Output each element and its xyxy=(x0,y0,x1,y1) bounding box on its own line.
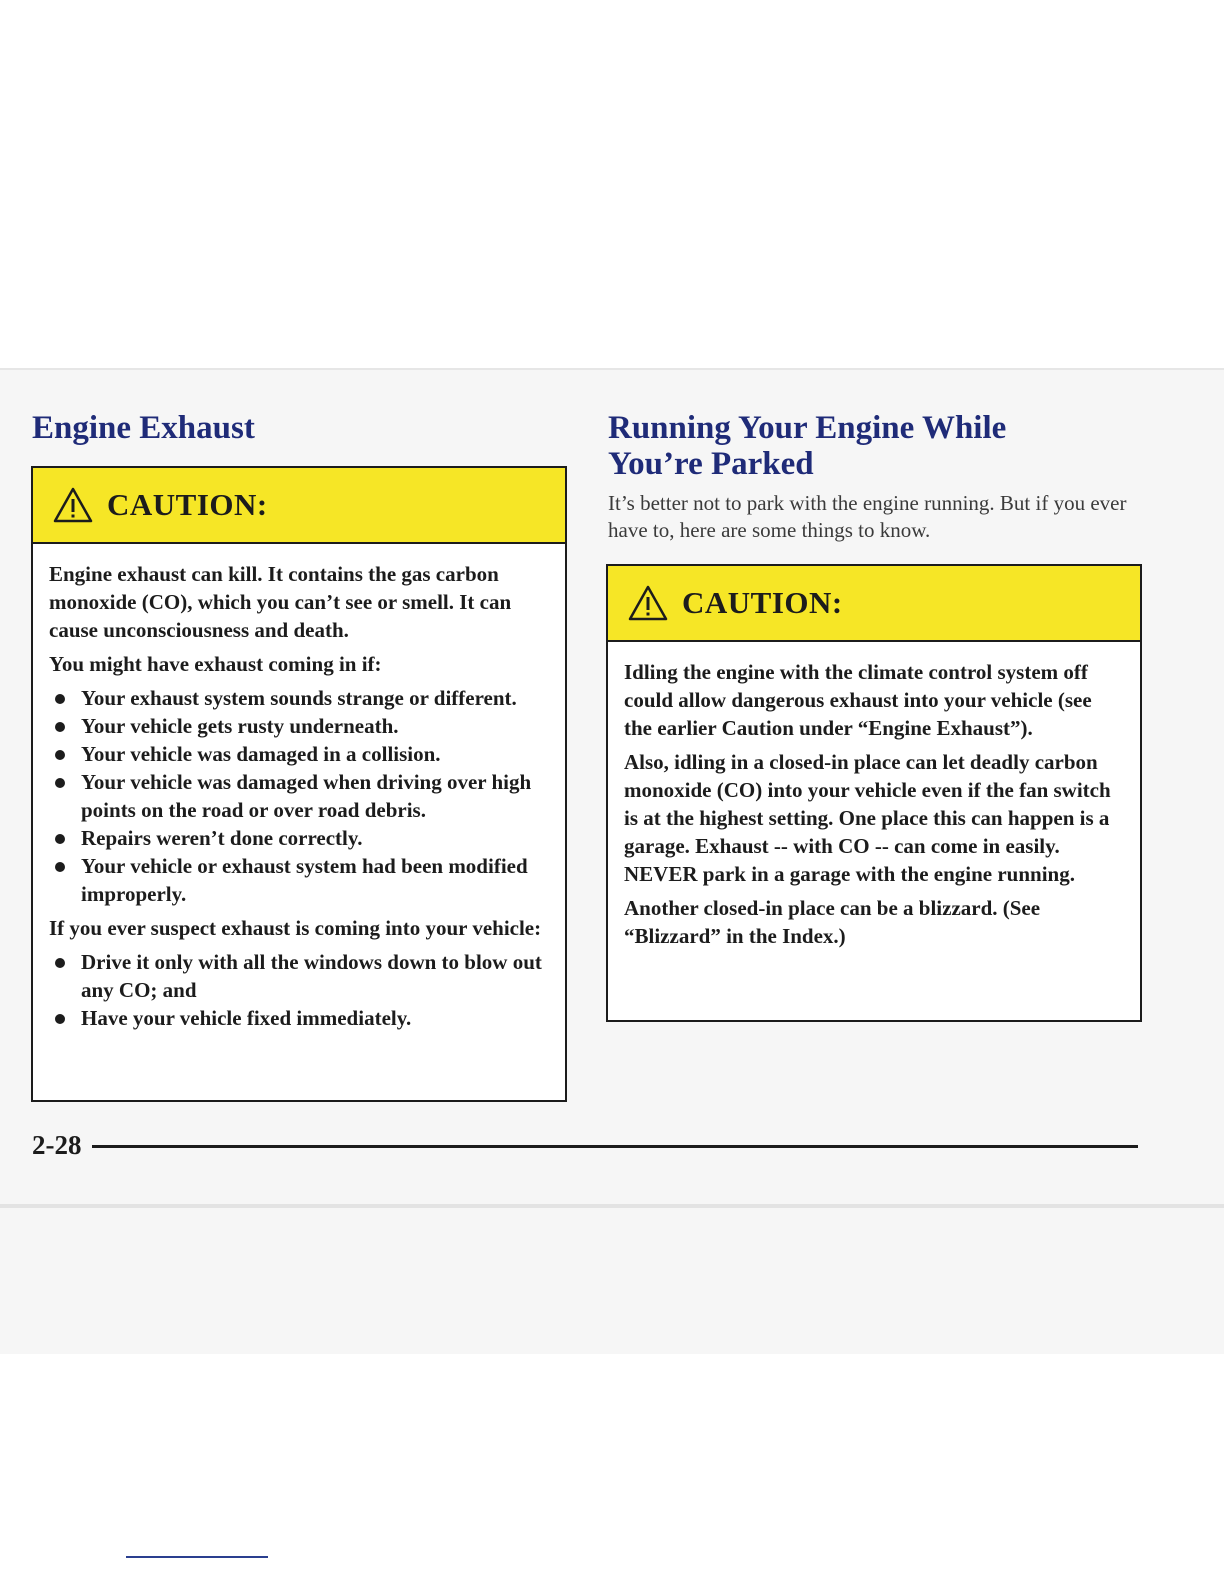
list-item: Have your vehicle fixed immediately. xyxy=(49,1004,549,1032)
caution-header xyxy=(608,566,1140,642)
running-engine-parked-heading xyxy=(608,410,1128,482)
caution-title: CAUTION: xyxy=(107,487,268,522)
caution-paragraph: Engine exhaust can kill. It contains the gas carbon monoxide (CO), which you can’t see or smell. It can cause unconsciousness and death. xyxy=(49,562,512,642)
caution-header xyxy=(33,468,565,544)
caution-paragraph: Another closed-in place can be a blizzard. (See “Blizzard” in the Index.) xyxy=(624,896,1041,948)
list-item: Your vehicle gets rusty underneath. xyxy=(49,712,549,740)
warning-triangle-icon xyxy=(628,585,668,621)
engine-exhaust-caution-box xyxy=(31,466,567,1102)
caution-paragraph: Also, idling in a closed-in place can let deadly carbon monoxide (CO) into your vehicle even if the fan switch is at the highest setting. One place this can happen is a garage. Exhaust -- with CO -- can come in easily. NEVER park in a garage with the engine running. xyxy=(624,750,1111,886)
warning-triangle-icon xyxy=(53,487,93,523)
exhaust-action-list xyxy=(49,948,549,1032)
list-item: Your vehicle was damaged in a collision. xyxy=(49,740,549,768)
parked-caution-box xyxy=(606,564,1142,1022)
caution-paragraph: Idling the engine with the climate control system off could allow dangerous exhaust into your vehicle (see the earlier Caution under “Engine Exhaust”). xyxy=(624,660,1092,740)
caution-body xyxy=(608,642,1140,950)
intro-paragraph: It’s better not to park with the engine running. But if you ever have to, here are some things to know. xyxy=(608,491,1127,542)
list-item: Drive it only with all the windows down to blow out any CO; and xyxy=(49,948,549,1004)
list-item: Your vehicle or exhaust system had been modified improperly. xyxy=(49,852,549,908)
footer-rule xyxy=(92,1145,1138,1148)
page-edge-bottom xyxy=(0,1204,1224,1208)
heading-line: Running Your Engine While xyxy=(608,410,1007,446)
caution-title: CAUTION: xyxy=(682,585,843,620)
caution-paragraph: If you ever suspect exhaust is coming into your vehicle: xyxy=(49,916,542,940)
page-number: 2-28 xyxy=(32,1130,82,1160)
caution-body xyxy=(33,544,565,1032)
decorative-line xyxy=(126,1556,268,1558)
page-edge-top xyxy=(0,368,1224,370)
caution-paragraph: You might have exhaust coming in if: xyxy=(49,652,382,676)
heading-line: You’re Parked xyxy=(608,446,814,482)
list-item: Your exhaust system sounds strange or different. xyxy=(49,684,549,712)
list-item: Repairs weren’t done correctly. xyxy=(49,824,549,852)
list-item: Your vehicle was damaged when driving over high points on the road or over road debris. xyxy=(49,768,549,824)
exhaust-symptom-list xyxy=(49,684,549,908)
engine-exhaust-heading: Engine Exhaust xyxy=(32,410,255,446)
